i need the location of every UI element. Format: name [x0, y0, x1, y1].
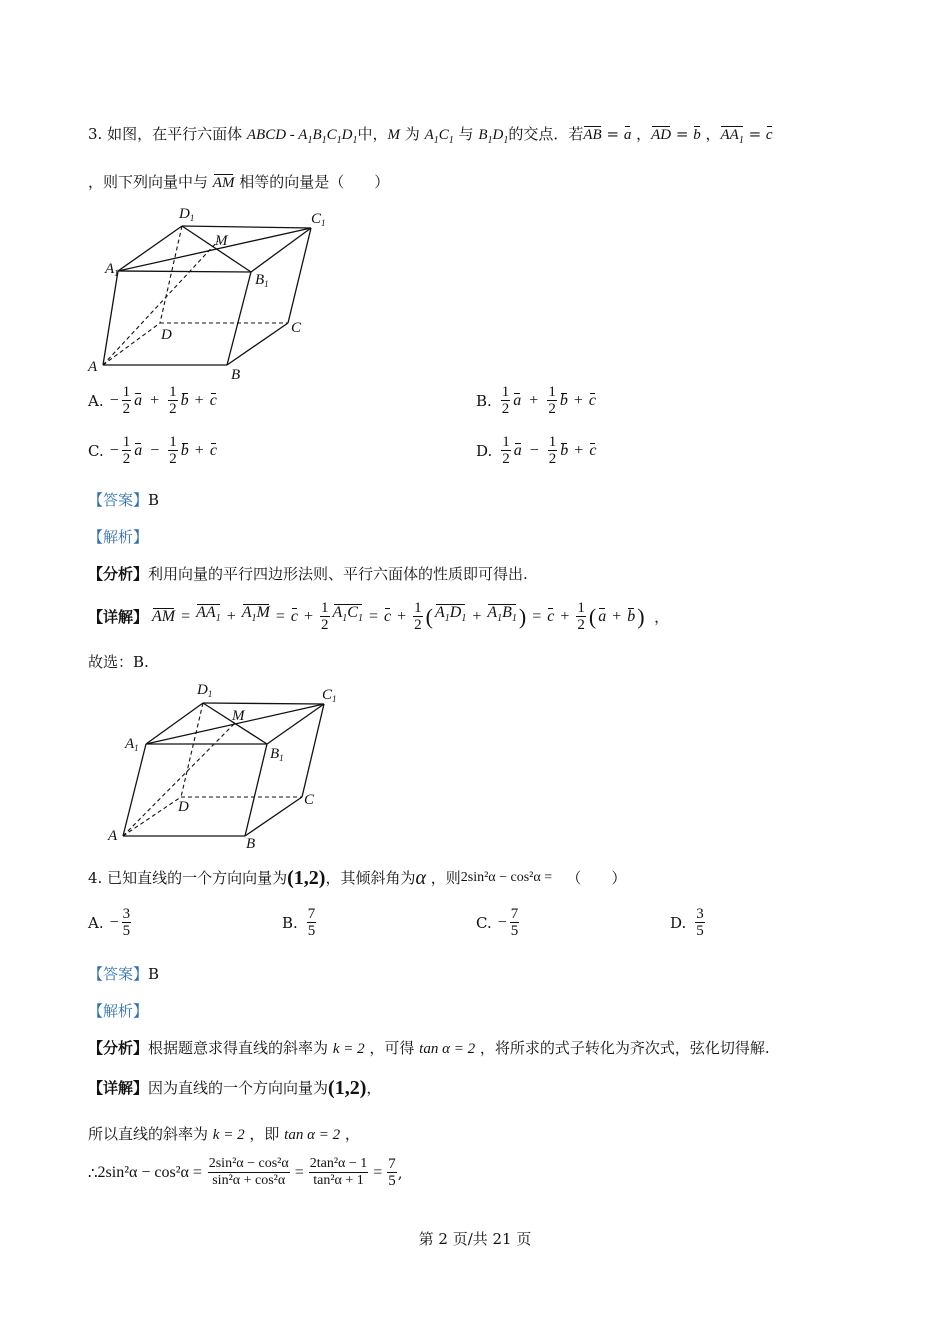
answer-value: B [148, 965, 160, 983]
q4-xiangjie: 【详解】 因为直线的一个方向向量为 (1,2) ， [88, 1077, 382, 1099]
q4-option-c[interactable]: C. − $\frac{7}{5}$ [476, 906, 519, 939]
q4-stem: 4. 已知直线的一个方向向量为 (1,2) ，其倾斜角为 α ，则 2sin²α − cos²α = （ ） [88, 867, 627, 889]
question-number: 4. [88, 869, 103, 887]
vector-am: AM [212, 175, 235, 191]
label-d: D [178, 799, 189, 815]
page-footer [0, 1228, 950, 1249]
answer-tag: 【答案】 [88, 491, 149, 509]
label-b1: $B_1$ [270, 746, 284, 763]
parallelepiped-figure-1 [85, 200, 345, 385]
q4-option-b[interactable]: B. $\frac{7}{5}$ [282, 906, 316, 939]
q4-option-a[interactable]: A. − $\frac{3}{5}$ [88, 906, 131, 939]
label-m: M [215, 233, 228, 249]
q4-option-d[interactable]: D. $\frac{3}{5}$ [670, 906, 704, 939]
label-a1: $A_1$ [125, 736, 139, 753]
direction-vector: (1,2) [287, 867, 326, 889]
label-a1: $A_1$ [105, 261, 119, 278]
q3-option-b[interactable]: B. $\frac{1}{2}$ a + $\frac{1}{2}$ b + c [476, 384, 596, 417]
label-b1: $B_1$ [255, 272, 269, 289]
label-c1: $C_1$ [322, 687, 337, 704]
q3-stem-line1: 3. 如图，在平行六面体 ABCD - $A_1B_1C_1D_1$中，M 为 $A_1C_1$ 与 $B_1D_1$的交点．若AB = a ，AD = b ，$AA_1 = c$ [88, 124, 773, 151]
label-c: C [291, 320, 302, 336]
q4-final-equation: ∴ 2sin²α − cos²α = $\frac{\text{2sin²α − cos²α}}{\text{sin²α + cos²α}}$ = $\frac{\text{2tan²α − 1}}{\text{tan²α + 1}}$ = $\frac{7}{5}$ , [88, 1156, 403, 1189]
q3-analysis-tag: 【解析】 [88, 528, 149, 546]
q3-option-a[interactable]: A. − $\frac{1}{2}$ a + $\frac{1}{2}$ b + c [88, 384, 217, 417]
parallelepiped-figure-2 [105, 678, 365, 853]
q3-fenxi: 【分析】利用向量的平行四边形法则、平行六面体的性质即可得出. [88, 565, 528, 583]
label-d1: $D_1$ [197, 682, 213, 699]
q3-option-d[interactable]: D. $\frac{1}{2}$ a − $\frac{1}{2}$ b + c [476, 434, 597, 467]
label-a: A [108, 828, 118, 844]
q3-option-c[interactable]: C. − $\frac{1}{2}$ a − $\frac{1}{2}$ b + c [88, 434, 217, 467]
label-d1: $D_1$ [179, 206, 195, 223]
q3-stem-text: 如图，在平行六面体 [107, 125, 243, 143]
q3-conclusion: 故选：B. [88, 653, 149, 671]
q3-xiangjie: 【详解】 AM = $AA_1$ + $A_1M$ = c + $\frac{1}{2}$ $A_1C_1$ = c + $\frac{1}{2}$ ( $A_1D_1$ + $A_1B_1$ ) = c + $\frac{1}{2}$ ( a + b ) ， [88, 600, 670, 633]
q4-line2: 所以直线的斜率为 k = 2 ，即 tan α = 2 ， [88, 1125, 360, 1143]
label-c: C [304, 792, 315, 808]
question-number: 3. [88, 125, 103, 143]
answer-value: B [148, 491, 160, 509]
label-b: B [246, 836, 256, 852]
label-m: M [232, 708, 245, 724]
q4-answer [88, 964, 159, 984]
label-d: D [161, 327, 172, 343]
label-b: B [231, 367, 241, 383]
label-c1: $C_1$ [311, 211, 326, 228]
q4-analysis-tag: 【解析】 [88, 1002, 149, 1020]
q3-stem-line2: ，则下列向量中与 AM 相等的向量是（ ） [88, 173, 390, 191]
q3-answer [88, 490, 159, 510]
q4-fenxi: 【分析】根据题意求得直线的斜率为 k = 2 ，可得 tan α = 2 ，将所求的式子转化为齐次式，弦化切得解. [88, 1039, 770, 1057]
page-number: 第 2 页/共 21 页 [418, 1230, 532, 1248]
answer-tag: 【答案】 [88, 965, 149, 983]
label-a: A [88, 359, 98, 375]
